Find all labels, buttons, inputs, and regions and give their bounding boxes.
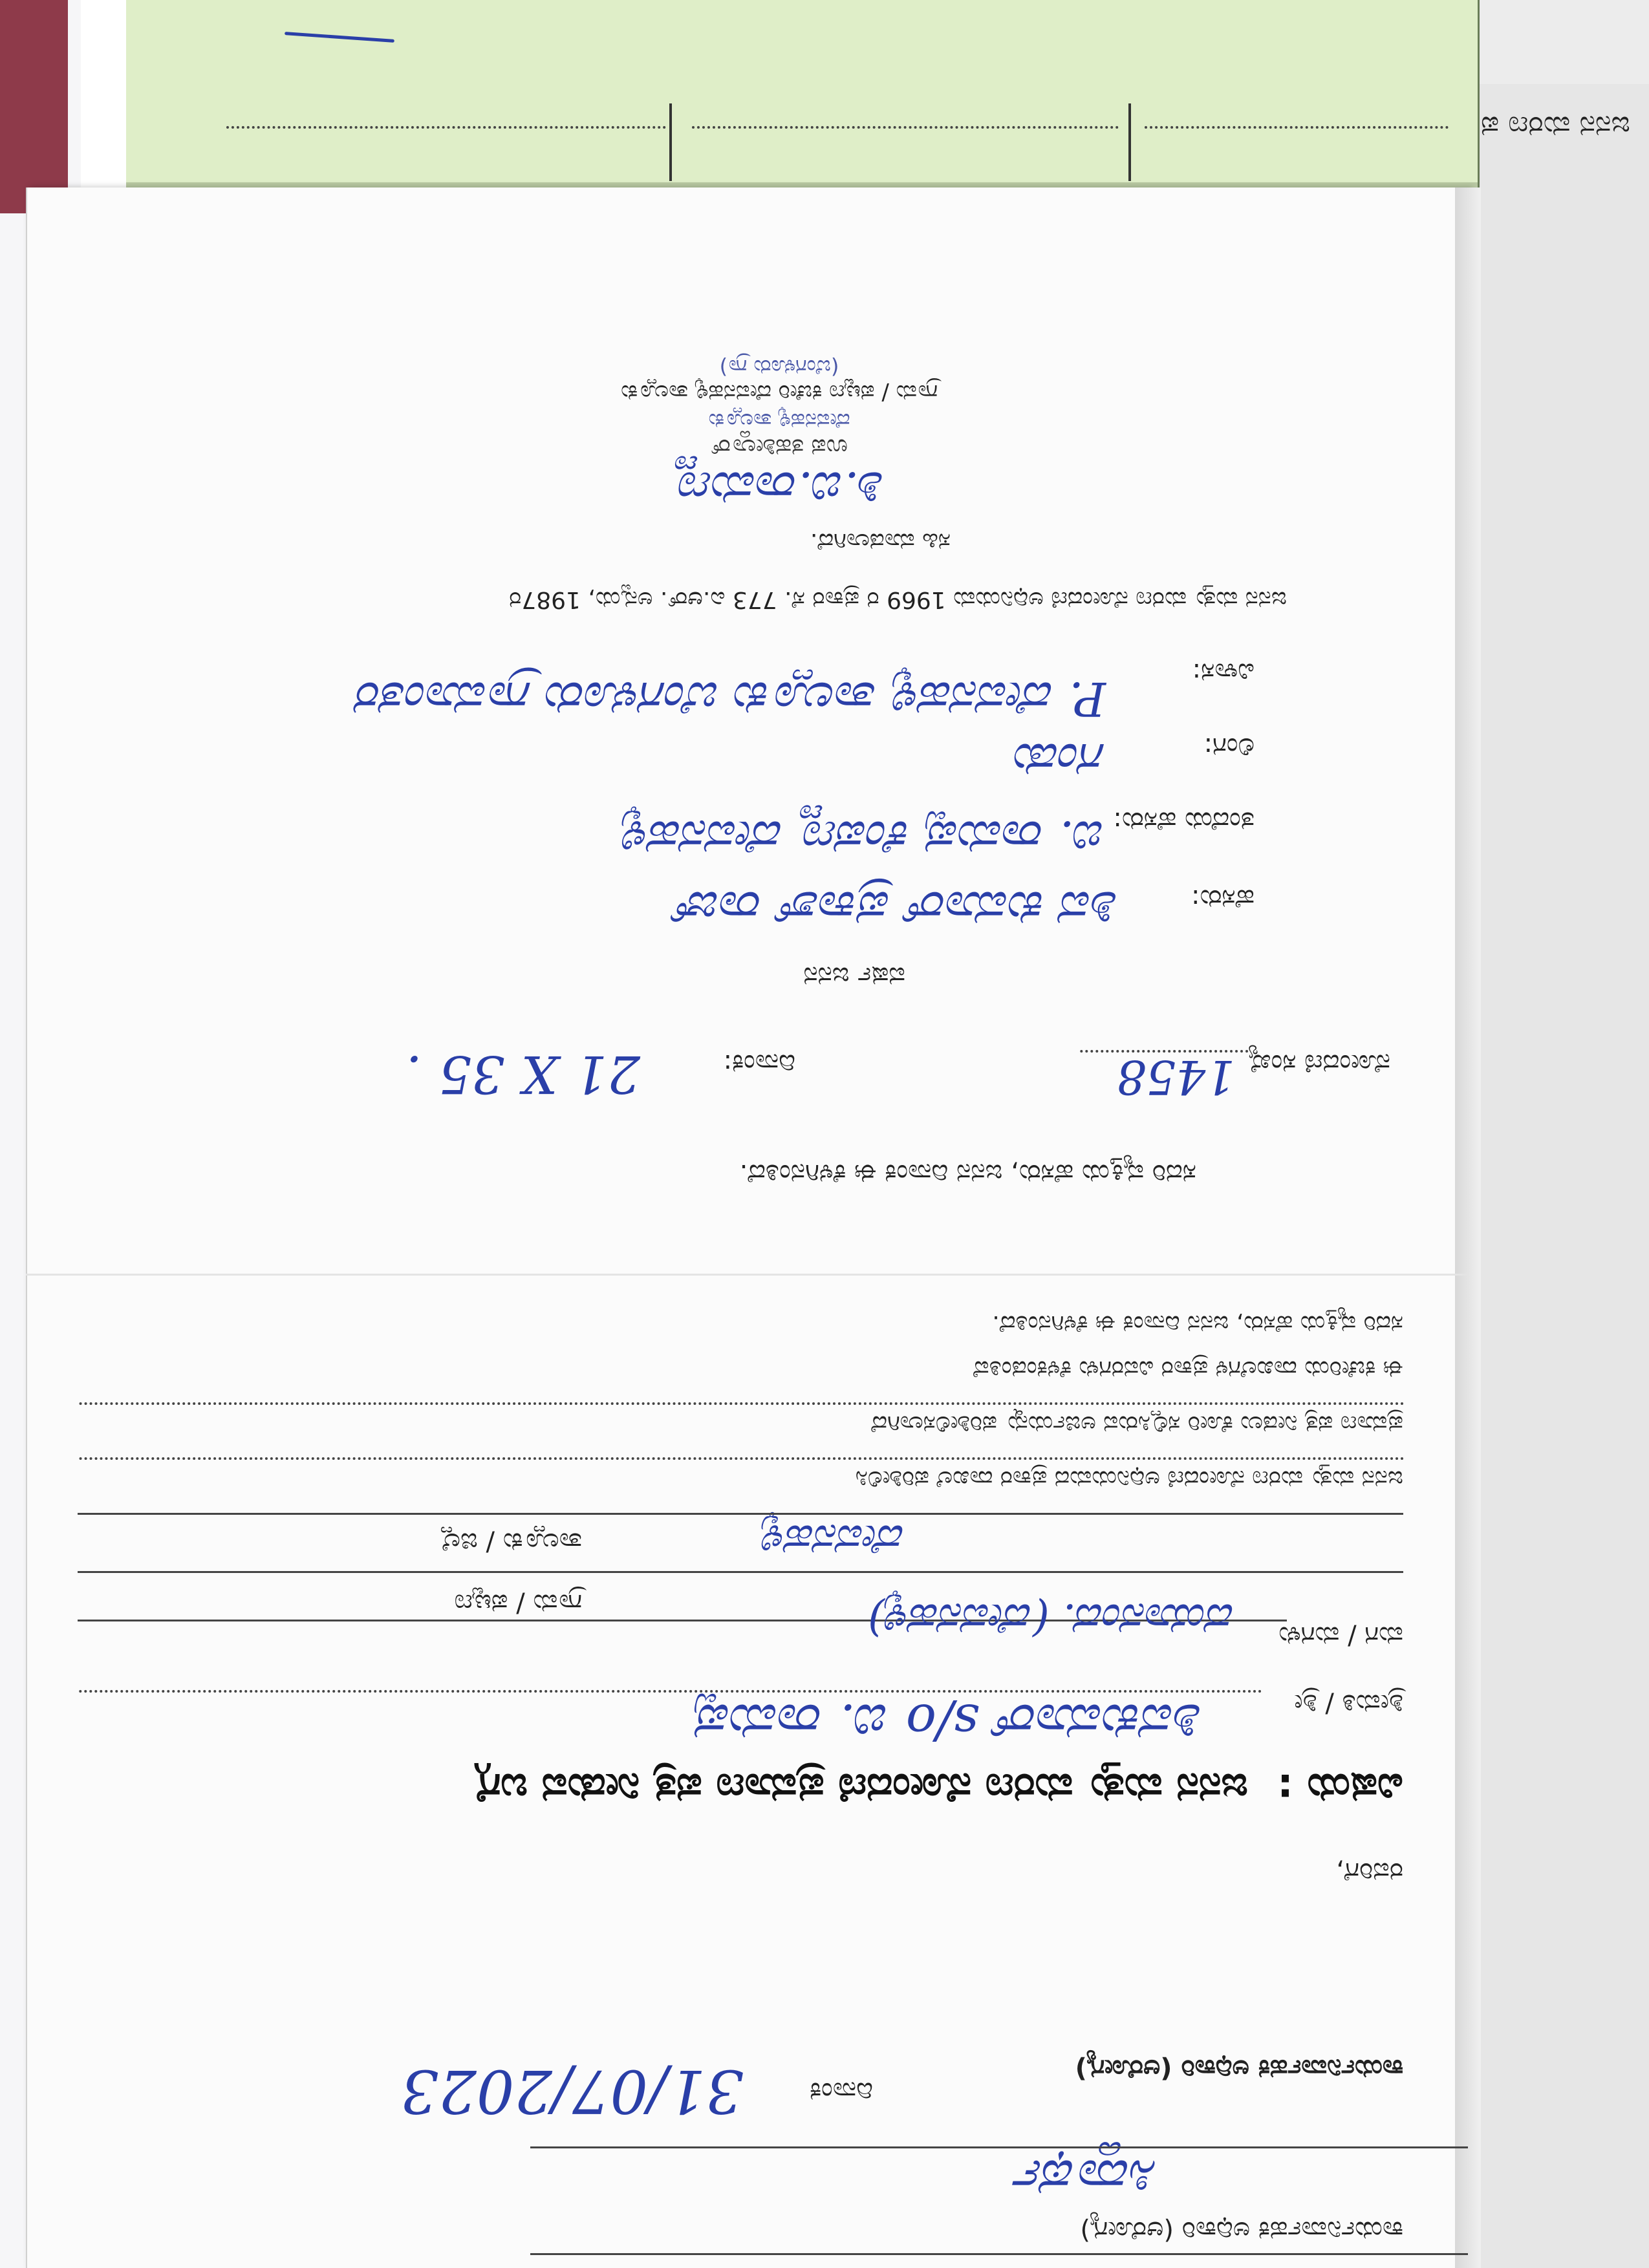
taluk-label: ತಾಲ್ಲೂಕು / ಜಿಲ್ಲೆ [439, 1527, 582, 1557]
stamp-line-2: (ಬೆಂಗಳೂರು ಗ್ರಾ) [719, 355, 839, 380]
para-dots-2 [78, 1402, 1403, 1405]
details-date-label: ದಿನಾಂಕ: [723, 1049, 795, 1078]
para-dots-1 [78, 1457, 1403, 1460]
stamp-signature: ಶಿ.ಬಿ.ರಾಮಣ್ಣ [673, 462, 885, 516]
header-signature: ಸಿದ್ದಾರ್ಥ [1017, 2148, 1158, 2207]
subject-label: ವಿಷಯ : [1277, 1765, 1403, 1812]
date-label: ದಿನಾಂಕ [810, 2077, 873, 2106]
house-value: ದಯಾನಂದ. (ದೇವನಹಳ್ಳಿ) [868, 1594, 1235, 1644]
name-dotted-line [78, 1690, 1261, 1693]
field4-label: ವಿಳಾಸ: [1192, 658, 1255, 687]
closing-line: ಸಹಿ ಮಾಡಲಾಗಿದೆ. [810, 528, 951, 555]
reg-dots [1080, 1050, 1248, 1053]
field2-value: ಬಿ. ರಾಮಪ್ಪ ಕೆಂಪಣ್ಣ ದೇವನಹಳ್ಳಿ [621, 811, 1106, 865]
field4-value: P. ದೇವನಹಳ್ಳಿ ತಾಲ್ಲೂಕು ಬೆಂಗಳೂರು ಗ್ರಾಮಾಂತರ [358, 672, 1106, 726]
para-line-2: ಪ್ರಮಾಣ ಪತ್ರ ನೀಡಲು ಕೋರಿ ಸಲ್ಲಿಸಿರುವ ಅರ್ಜಿಯನ್ನು ಪರಿಶೀಲಿಸಲಾಗಿದೆ [871, 1411, 1403, 1437]
taluk-value: ದೇವನಹಳ್ಳಿ [761, 1515, 905, 1563]
son-label: ಮಗ / ಮಗಳು [1278, 1621, 1403, 1651]
details-intro: ಸದರಿ ವ್ಯಕ್ತಿಯ ಹೆಸರು, ಜನನ ದಿನಾಂಕ ಈ ಕೆಳಗಿನಂತಿದೆ. [739, 1159, 1196, 1188]
house-label: ಗ್ರಾಮ / ಪಟ್ಟಣ [454, 1589, 582, 1618]
subject-text: ಜನನ ಮತ್ತು ಮರಣ ನೋಂದಣಿ ಪ್ರಮಾಣ ಪತ್ರ ನೀಡುವ ಬಗ್ಗೆ [475, 1765, 1248, 1812]
date-value: 31/07/2023 [400, 2057, 744, 2126]
field3-label: ಲಿಂಗ: [1203, 732, 1255, 762]
law-line: ಜನನ ಮತ್ತು ಮರಣ ನೋಂದಣಿ ಅಧಿನಿಯಮ 1969 ರ ಪ್ರಕಾರ ಸೆ. 773 ಎ.ಆರ್. ಅನ್ವಯ, 1987ರ [509, 586, 1287, 613]
field3-value: ಗಂಡು [1015, 733, 1106, 787]
header-rule-1 [530, 2253, 1468, 2255]
header-office-line: ಕಾರ್ಯನಿರ್ವಾಹಕ ಅಧಿಕಾರಿ (ಆರೋಗ್ಯ) [1080, 2216, 1403, 2245]
reg-label: ನೋಂದಣಿ ಸಂಖ್ಯೆ [1247, 1049, 1390, 1078]
header-subtitle: ಕಾರ್ಯನಿರ್ವಾಹಕ ಅಧಿಕಾರಿ (ಆರೋಗ್ಯ) [1075, 2054, 1403, 2084]
name-value: ಶಿವಕುಮಾರ್ s/o ಬಿ. ರಾಮಪ್ಪ [695, 1693, 1203, 1751]
reg-value: 1458 [1116, 1050, 1235, 1104]
taluk-line [78, 1513, 1403, 1515]
header-rule-2 [530, 2146, 1468, 2148]
para-line-3: ಈ ಕಚೇರಿಯ ದಾಖಲೆಗಳ ಪ್ರಕಾರ ವಿವರಗಳು ಕೆಳಕಂಡಂತಿವೆ [973, 1356, 1403, 1382]
back-sheet-label: ಜನನ ಮರಣ ಪ [1481, 110, 1630, 143]
stamp-line-1: ಗ್ರಾಮ / ಪಟ್ಟಣ ಕಚೇರಿ ದೇವನಹಳ್ಳಿ ತಾಲ್ಲೂಕು [621, 380, 938, 405]
field2-label: ತಂದೆಯ ಹೆಸರು: [1113, 806, 1255, 836]
to-label: ರವರಿಗೆ, [1336, 1857, 1403, 1887]
para-line-4: ಸದರಿ ವ್ಯಕ್ತಿಯ ಹೆಸರು, ಜನನ ದಿನಾಂಕ ಈ ಕೆಳಗಿನಂತಿದೆ. [992, 1311, 1403, 1337]
official-stamp [504, 354, 1054, 516]
para-line-1: ಜನನ ಮತ್ತು ಮರಣ ನೋಂದಣಿ ಅಧಿನಿಯಮದ ಪ್ರಕಾರ ದಾಖಲೆ ಪರಿಶೀಲಿಸಿ [855, 1466, 1403, 1492]
field1-value: ಶಿವ ಕುಮಾರ್ ಪ್ರಕಾಶ್ ರಾಜ್ [673, 881, 1119, 936]
stamp-title: ಉಪ ತಹಶೀಲ್ದಾರ್ [711, 434, 848, 460]
details-date-value: 21 X 35 . [405, 1044, 640, 1104]
stamp-office: ದೇವನಹಳ್ಳಿ ತಾಲ್ಲೂಕು [708, 409, 850, 433]
name-label: ಶ್ರೀಮತಿ / ಶ್ರೀ [1294, 1689, 1403, 1718]
year-label: ವರ್ಷ ಜನನ [803, 961, 905, 991]
house-line [78, 1571, 1403, 1573]
field1-label: ಹೆಸರು: [1191, 884, 1255, 914]
